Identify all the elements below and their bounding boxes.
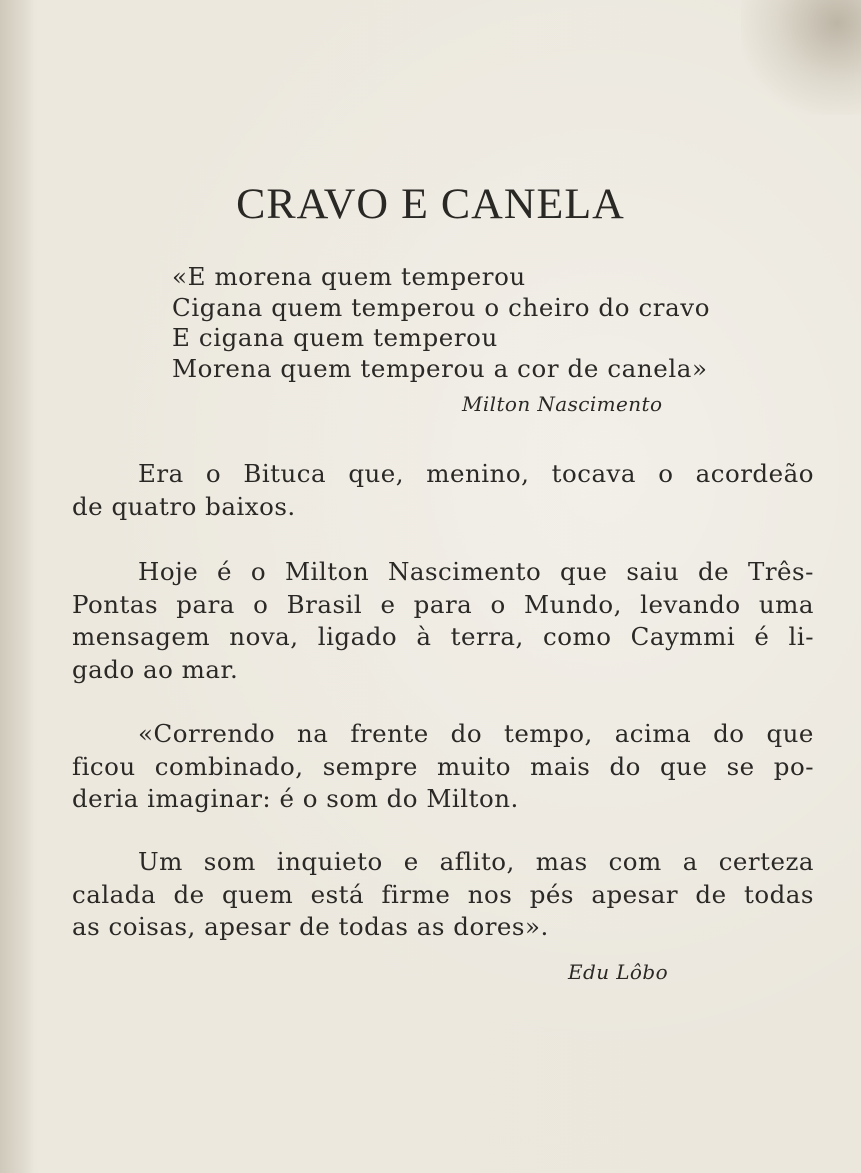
paragraph-line: gado ao mar. [72, 654, 239, 684]
paragraph-line: «Correndo na frente do tempo, acima do que [138, 719, 814, 748]
paragraph-line: calada de quem está firme nos pés apesar de todas [72, 879, 814, 909]
epigraph [172, 262, 792, 384]
epigraph-line: Cigana quem temperou o cheiro do cravo [172, 292, 711, 322]
paragraph-line: mensagem nova, ligado à terra, como Caymmi é li- [72, 622, 814, 651]
paragraph-line: Pontas para o Brasil e para o Mundo, levando uma [72, 589, 814, 619]
paper-stain [741, 0, 861, 115]
paragraph-line: de quatro baixos. [72, 491, 296, 521]
paragraph-2 [72, 556, 814, 686]
paper-edge [0, 0, 34, 1173]
epigraph-line: Morena quem temperou a cor de canela» [172, 353, 708, 383]
epigraph-line: E cigana quem temperou [172, 323, 498, 352]
paragraph-line: as coisas, apesar de todas as dores». [72, 912, 549, 941]
paragraph-4 [72, 846, 814, 944]
paragraph-line: Hoje é o Milton Nascimento que saiu de Três- [138, 557, 814, 586]
paragraph-1 [72, 458, 814, 523]
page-title: CRAVO E CANELA [236, 181, 625, 228]
paragraph-line: deria imaginar: é o som do Milton. [72, 784, 519, 813]
signature: Edu Lôbo [568, 960, 669, 984]
epigraph-author: Milton Nascimento [462, 392, 663, 416]
epigraph-line: «E morena quem temperou [172, 262, 526, 291]
paragraph-line: Um som inquieto e aflito, mas com a certeza [138, 847, 814, 876]
paragraph-3 [72, 718, 814, 816]
paragraph-line: Era o Bituca que, menino, tocava o acordeão [138, 459, 814, 488]
paragraph-line: ficou combinado, sempre muito mais do que se po- [72, 751, 814, 781]
